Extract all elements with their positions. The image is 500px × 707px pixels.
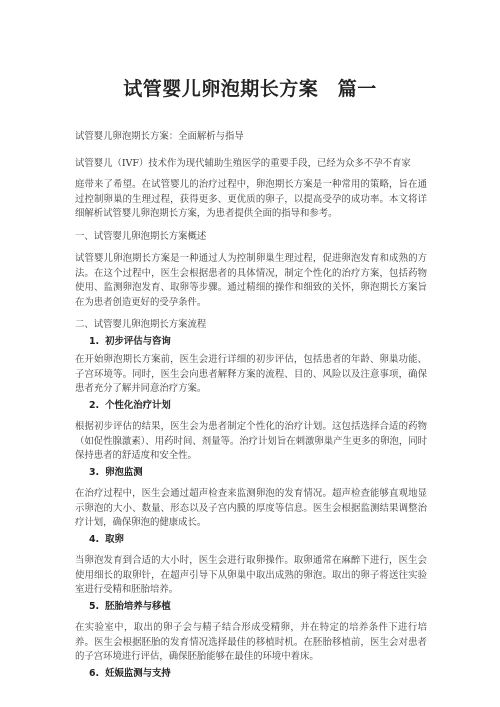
step-number: 3. <box>89 466 100 478</box>
step-number: 5. <box>89 600 100 612</box>
document-body <box>75 130 427 685</box>
step-2-heading <box>89 399 427 414</box>
step-number: 1. <box>89 335 100 347</box>
intro-line-1: 试管婴儿（IVF）技术作为现代辅助生殖医学的重要手段，已经为众多不孕不育家 <box>75 157 411 169</box>
step-3-body: 在治疗过程中，医生会通过超声检查来监测卵泡的发育情况。超声检查能够直观地显示卵泡的大小、数量、形态以及子宫内膜的厚度等信息。医生会根据监测结果调整治疗计划，确保卵泡的健康成长。 <box>75 488 427 528</box>
step-5-heading <box>89 600 427 615</box>
step-2-body: 根据初步评估的结果，医生会为患者制定个性化的治疗计划。这包括选择合适的药物（如促性腺激素）、用药时间、剂量等。治疗计划旨在刺激卵巢产生更多的卵泡，同时保持患者的舒适度和安全性。 <box>75 421 427 461</box>
step-title: 取卵 <box>105 533 124 545</box>
step-4-body: 当卵泡发育到合适的大小时，医生会进行取卵操作。取卵通常在麻醉下进行，医生会使用细长的取卵针，在超声引导下从卵巢中取出成熟的卵泡。取出的卵子将送往实验室进行受精和胚胎培养。 <box>75 555 427 595</box>
step-title: 卵泡监测 <box>105 466 143 478</box>
step-title: 个性化治疗计划 <box>105 399 171 411</box>
document-subtitle: 试管婴儿卵泡期长方案：全面解析与指导 <box>75 131 244 142</box>
step-5-body: 在实验室中，取出的卵子会与精子结合形成受精卵，并在特定的培养条件下进行培养。医生会根据胚胎的发育情况选择最佳的移植时机。在胚胎移植前，医生会对患者的子宫环境进行评估，确保胚胎能够在最佳的环境中着床。 <box>75 622 427 662</box>
section-1-body: 试管婴儿卵泡期长方案是一种通过人为控制卵巢生理过程，促进卵泡发育和成熟的方法。在这个过程中，医生会根据患者的具体情况，制定个性化的治疗方案，包括药物使用、监测卵泡发育、取卵等步骤。通过精细的操作和细致的关怀，卵泡期长方案旨在为患者创造更好的受孕条件。 <box>75 253 427 308</box>
section-1-heading: 一、试管婴儿卵泡期长方案概述 <box>75 230 207 242</box>
step-number: 2. <box>89 399 100 411</box>
step-title: 初步评估与咨询 <box>105 335 171 347</box>
step-1-heading <box>89 335 427 350</box>
step-title: 妊娠监测与支持 <box>105 667 171 679</box>
step-number: 6. <box>89 667 100 679</box>
step-6-heading <box>89 667 427 682</box>
intro-paragraph: 庭带来了希望。在试管婴儿的治疗过程中，卵泡期长方案是一种常用的策略，旨在通过控制卵巢的生理过程，获得更多、更优质的卵子，以提高受孕的成功率。本文将详细解析试管婴儿卵泡期长方案，为患者提供全面的指导和参考。 <box>75 179 427 219</box>
step-1-body: 在开始卵泡期长方案前，医生会进行详细的初步评估，包括患者的年龄、卵巢功能、子宫环境等。同时，医生会向患者解释方案的流程、目的、风险以及注意事项，确保患者充分了解并同意治疗方案。 <box>75 354 427 394</box>
step-3-heading <box>89 466 427 481</box>
step-title: 胚胎培养与移植 <box>105 600 171 612</box>
document-title: 试管婴儿卵泡期长方案 篇一 <box>123 78 377 100</box>
step-4-heading <box>89 533 427 548</box>
step-number: 4. <box>89 533 100 545</box>
section-2-heading: 二、试管婴儿卵泡期长方案流程 <box>75 319 207 330</box>
